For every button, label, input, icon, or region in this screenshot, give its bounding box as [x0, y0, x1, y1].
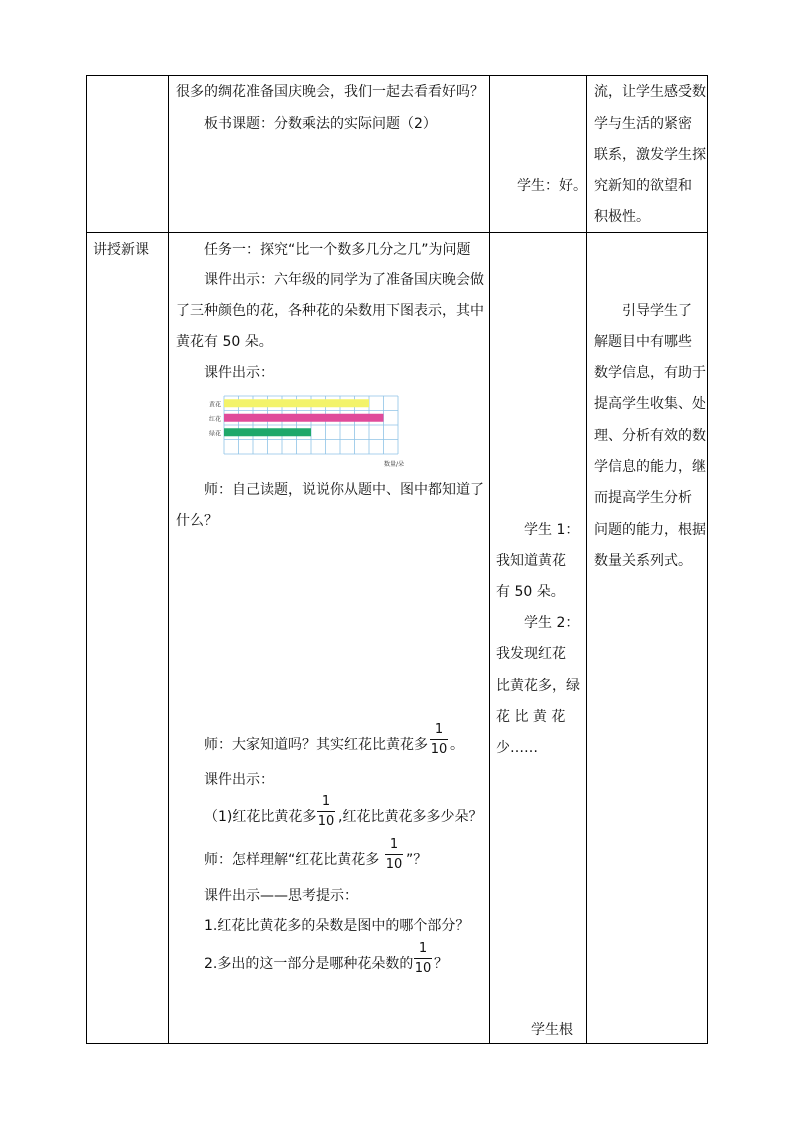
flower-bar-chart-svg	[200, 394, 420, 470]
table-border-right	[707, 75, 708, 1044]
teacher-question-1a: 师：自己读题，说说你从题中、图中都知道了	[204, 482, 484, 498]
fraction-denominator: 10	[414, 961, 432, 976]
student-line: 学生 2：	[524, 615, 580, 631]
intent-line: 而提高学生分析	[594, 490, 692, 506]
fraction-denominator: 10	[430, 742, 448, 757]
teacher-statement-2: 师：大家知道吗？其实红花比黄花多	[204, 737, 428, 753]
intent-line: 提高学生收集、处	[594, 396, 706, 412]
table-divider-3	[586, 75, 587, 1044]
chart-bar	[224, 399, 369, 407]
row1-board-title: 板书课题：分数乘法的实际问题（2）	[204, 116, 437, 132]
intent-line: 解题目中有哪些	[594, 334, 692, 350]
fraction-numerator: 1	[389, 837, 399, 852]
student-line: 有 50 朵。	[496, 584, 565, 600]
table-row-divider	[86, 232, 708, 233]
fraction-numerator: 1	[418, 941, 428, 956]
hint-2-end: ？	[434, 956, 448, 972]
hint-1: 1.红花比黄花多的朵数是图中的哪个部分？	[204, 918, 470, 934]
courseware-show-label-2: 课件出示：	[204, 772, 274, 788]
table-border-left	[86, 75, 87, 1044]
flower-bar-chart	[200, 394, 420, 470]
chart-category-label: 红花	[208, 415, 221, 423]
task-one-heading: 任务一：探究“比一个数多几分之几”为问题	[204, 242, 471, 258]
table-divider-2	[489, 75, 490, 1044]
intent-line: 数量关系列式。	[594, 553, 692, 569]
teacher-question-1b: 什么？	[176, 513, 218, 529]
student-line: 我发现红花	[496, 646, 566, 662]
chart-x-axis-label: 数量/朵	[383, 461, 405, 468]
fraction-bar	[414, 958, 432, 959]
hint-2-start: 2.多出的这一部分是哪种花朵数的	[204, 956, 414, 972]
table-border-top	[86, 75, 708, 76]
fraction-bar	[317, 811, 335, 812]
intent-line: 理、分析有效的数	[594, 428, 706, 444]
fraction-one-tenth	[413, 942, 433, 976]
chart-category-label: 绿花	[208, 430, 221, 438]
row1-student-response: 学生：好。	[517, 178, 587, 194]
stage-label: 讲授新课	[93, 242, 149, 258]
teacher-statement-2-end: 。	[450, 737, 464, 753]
fraction-numerator: 1	[321, 794, 331, 809]
chart-bar	[224, 428, 311, 436]
question-1-start: （1)红花比黄花多	[204, 809, 317, 825]
chart-category-label: 黄花	[208, 401, 221, 409]
fraction-numerator: 1	[434, 722, 444, 737]
courseware-show-label: 课件出示：	[204, 365, 274, 381]
fraction-bar	[430, 739, 448, 740]
intent-line: 引导学生了	[622, 303, 692, 319]
student-line: 花 比 黄 花	[496, 709, 566, 725]
row1-intent-line: 联系，激发学生探	[594, 147, 706, 163]
intent-line: 学信息的能力，继	[594, 459, 706, 475]
intent-line: 数学信息，有助于	[594, 365, 706, 381]
row1-intent-line: 学与生活的紧密	[594, 116, 692, 132]
fraction-one-tenth	[316, 795, 336, 829]
fraction-denominator: 10	[317, 814, 335, 829]
student-line: 学生根	[531, 1022, 573, 1038]
hint-heading: 课件出示——思考提示：	[204, 888, 358, 904]
question-1-end: ,红花比黄花多多少朵？	[338, 809, 483, 825]
chart-bar	[224, 414, 384, 422]
table-border-bottom	[86, 1043, 708, 1044]
student-line: 少……	[496, 740, 538, 756]
fraction-one-tenth	[384, 838, 404, 872]
problem-text-line3: 黄花有 50 朵。	[176, 334, 273, 350]
row1-content-line1: 很多的绸花准备国庆晚会，我们一起去看看好吗？	[176, 84, 484, 100]
fraction-denominator: 10	[385, 857, 403, 872]
student-line: 比黄花多，绿	[496, 678, 580, 694]
intent-line: 问题的能力，根据	[594, 522, 706, 538]
teacher-question-3-end: ”？	[406, 852, 428, 868]
problem-text-line2: 了三种颜色的花，各种花的朵数用下图表示，其中	[176, 303, 484, 319]
row1-intent-line: 究新知的欲望和	[594, 178, 692, 194]
problem-text-line1: 课件出示：六年级的同学为了准备国庆晚会做	[204, 272, 484, 288]
student-line: 我知道黄花	[496, 553, 566, 569]
student-line: 学生 1：	[524, 522, 580, 538]
fraction-one-tenth	[429, 723, 449, 757]
table-divider-1	[168, 75, 169, 1044]
row1-intent-line: 积极性。	[594, 209, 650, 225]
teacher-question-3-start: 师：怎样理解“红花比黄花多	[204, 852, 380, 868]
fraction-bar	[385, 854, 403, 855]
row1-intent-line: 流，让学生感受数	[594, 84, 706, 100]
